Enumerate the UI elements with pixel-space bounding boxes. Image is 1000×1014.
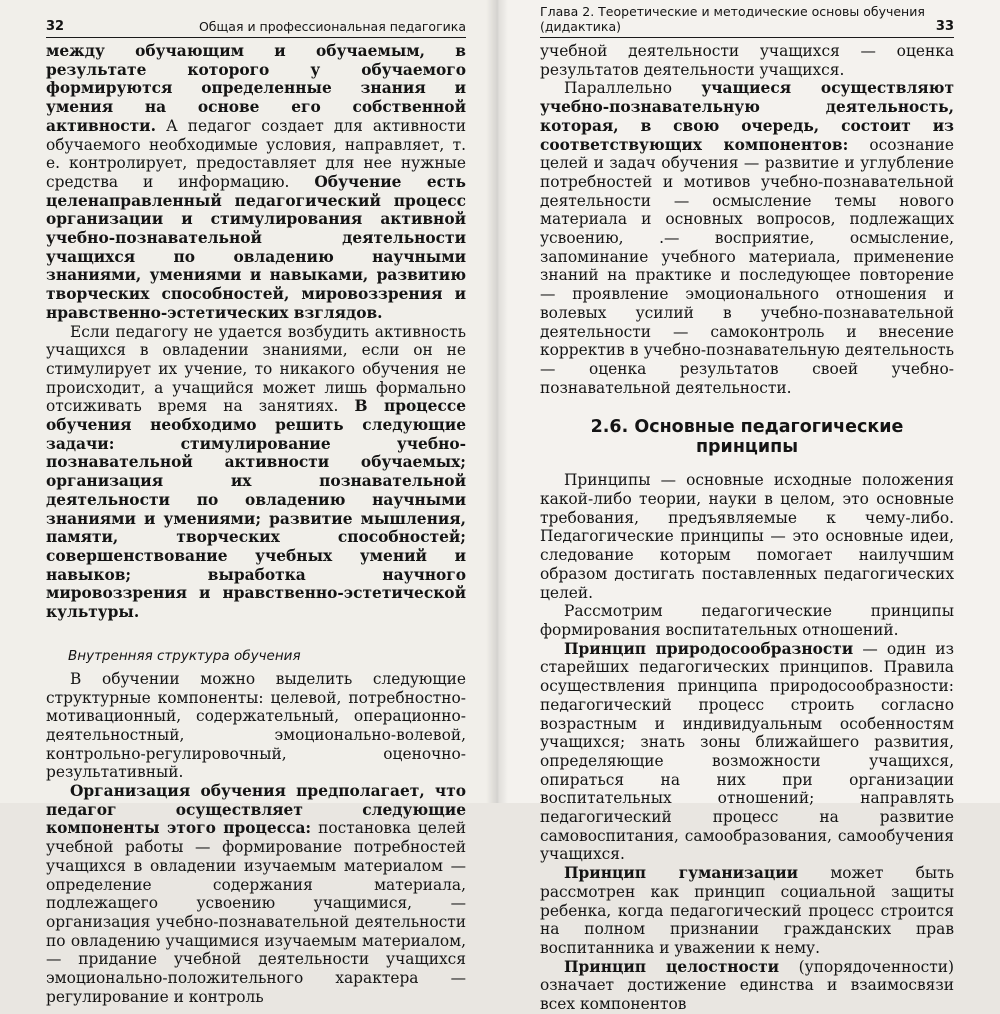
section-title: 2.6. Основные педагогические принципы bbox=[590, 417, 904, 458]
paragraph bbox=[540, 958, 954, 1014]
left-page bbox=[0, 0, 496, 1006]
paragraph: Рассмотрим педагогические принципы формирования воспитательных отношений. bbox=[540, 602, 954, 639]
bold-text-run: Обучение есть целенаправленный педагогический процесс организации и стимулирования активной учебно-познавательной деятельности учащихся по овладению научными знаниями, умениями и навыками, развитию творческих способностей, мировоззрения и нравственно-эстетических взглядов. bbox=[46, 172, 466, 322]
subheading: Внутренняя структура обучения bbox=[68, 647, 301, 664]
bold-text-run: учащиеся осуществляют учебно-познавательную деятельность, которая, в свою очередь, состоит из соответствующих компонентов: bbox=[540, 79, 954, 154]
paragraph bbox=[540, 640, 954, 864]
running-head: Общая и профессиональная педагогика bbox=[198, 19, 466, 34]
text-run: осознание целей и задач обучения — развитие и углубление потребностей и мотивов учебно-познавательной деятельности — осмысление темы нового материала и основных вопросов, подлежащих усвоению, .— восприятие, осмысление, запоминание учебного материала, применение знаний на практике и последующее повторение — проявление эмоционального отношения и волевых усилий в учебно-познавательной деятельности — самоконтроль и внесение корректив в учебно-познавательную деятельность — оценка результатов своей учебно-познавательной деятельности. bbox=[540, 135, 955, 397]
text-run: Если педагогу не удается возбудить активность учащихся в овладении знаниями, если он не стимулирует их учение, то никакого обучения не происходит, а учащийся может лишь формально отсиживать время на занятиях. bbox=[46, 322, 466, 416]
right-page bbox=[496, 0, 1000, 1014]
paragraph bbox=[540, 79, 954, 397]
paragraph bbox=[46, 323, 466, 622]
paragraph: В обучении можно выделить следующие структурные компоненты: целевой, потребностно-мотивационный, содержательный, операционно-деятельностный, эмоционально-волевой, контрольно-регулировочный, оценочно-результативный. bbox=[46, 669, 466, 782]
bold-text-run: Принцип гуманизации bbox=[564, 864, 799, 883]
running-head: Глава 2. Теоретические и методические основы обучения (дидактика) bbox=[540, 4, 925, 34]
bold-text-run: Организация обучения предполагает, что педагог осуществляет следующие компоненты этого процесса: bbox=[46, 782, 466, 838]
bold-text-run: В процессе обучения необходимо решить следующие задачи: стимулирование учебно-познавательной активности обучаемых; организация их познавательной деятельности по овладению научными знаниями и умениями; развитие мышления, памяти, творческих способностей; совершенствование учебных умений и навыков; выработка научного мировоззрения и нравственно-эстетической культуры. bbox=[46, 397, 466, 622]
paragraph bbox=[46, 42, 466, 323]
text-run: постановка целей учебной работы — формирование потребностей учащихся в овладении изучаемым материалом — определение содержания материала, подлежащего усвоению учащимися, — организация учебно-познавательной деятельности по овладению учащимися изучаемым материалом, — придание учебной деятельности учащихся эмоционально-положительного характера — регулирование и контроль bbox=[46, 819, 466, 1006]
paragraph: учебной деятельности учащихся — оценка результатов деятельности учащихся. bbox=[540, 42, 954, 79]
paragraph bbox=[46, 782, 466, 1006]
page-number: 32 bbox=[46, 19, 65, 34]
page-number: 33 bbox=[935, 19, 954, 34]
book-gutter bbox=[486, 0, 508, 803]
text-run: может быть рассмотрен как принцип социальной защиты ребенка, когда педагогический процесс строится на полном признании гражданских прав воспитанника и уважении к нему. bbox=[540, 864, 955, 957]
text-run: (упорядоченности) означает достижение единства и взаимосвязи всех компонентов bbox=[540, 957, 954, 1014]
bold-text-run: между обучающим и обучаемым, в результате которого у обучаемого формируются определенные знания и умения на основе его собственной активности. bbox=[46, 42, 466, 135]
paragraph bbox=[540, 864, 954, 958]
right-page-header bbox=[540, 4, 954, 38]
text-run: Параллельно bbox=[564, 79, 702, 98]
bold-text-run: Принцип целостности bbox=[564, 957, 780, 976]
text-run: А педагог создает для активности обучаемого необходимые условия, направляет, т. е. контролирует, предоставляет для нее нужные средства и информацию. bbox=[46, 116, 466, 191]
text-run: — один из старейших педагогических принципов. Правила осуществления принципа природосообразности: педагогический процесс строить согласно возрастным и индивидуальным особенностям учащихся; знать зоны ближайшего развития, определяющие возможности учащихся, опираться на них при организации воспитательных отношений; направлять педагогический процесс на развитие самовоспитания, самообразования, самообучения учащихся. bbox=[540, 639, 954, 864]
bold-text-run: Принцип природосообразности bbox=[564, 639, 854, 658]
paragraph: Принципы — основные исходные положения какой-либо теории, науки в целом, это основные требования, предъявляемые к чему-либо. Педагогические принципы — это основные идеи, следование которым помогает наилучшим образом достигать поставленных педагогических целей. bbox=[540, 471, 954, 602]
left-page-header bbox=[46, 12, 466, 38]
